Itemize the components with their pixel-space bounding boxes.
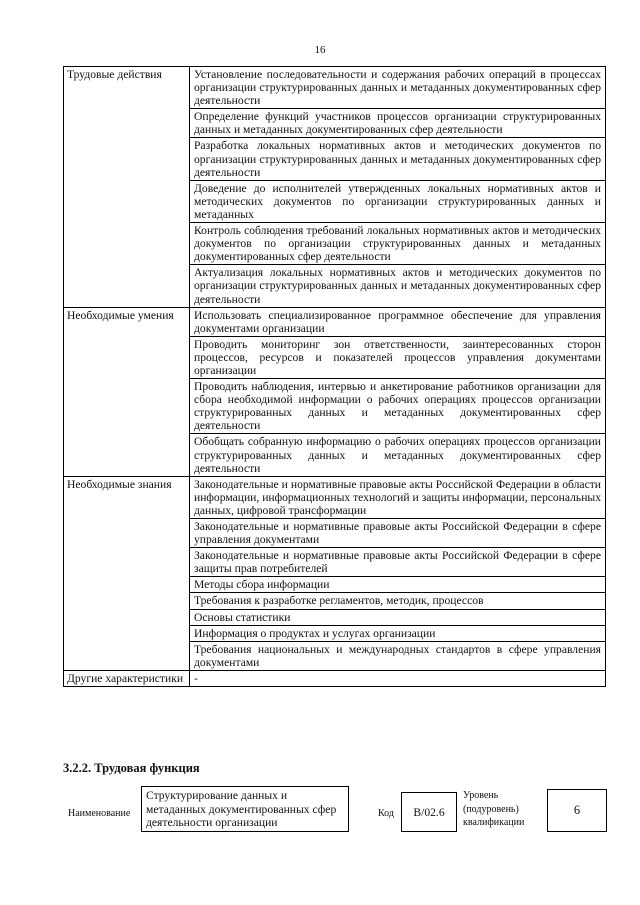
qualification-level-label: [463, 789, 524, 830]
row-item-text: Методы сбора информации: [190, 577, 606, 593]
row-group-label: Другие характеристики: [64, 670, 190, 686]
row-item-text: Законодательные и нормативные правовые акты Российской Федерации в сфере защиты прав потребителей: [190, 548, 606, 577]
row-item-text: Требования к разработке регламентов, методик, процессов: [190, 593, 606, 609]
table-row: [64, 67, 606, 109]
row-item-text: Законодательные и нормативные правовые акты Российской Федерации в сфере управления документами: [190, 519, 606, 548]
table-row: [64, 670, 606, 686]
row-item-text: Законодательные и нормативные правовые акты Российской Федерации в области информации, информационных технологий и защиты информации, персональных данных, цифровой трансформации: [190, 476, 606, 518]
row-group-label: Необходимые знания: [64, 476, 190, 670]
row-item-text: Разработка локальных нормативных актов и методических документов по организации структурированных данных и метаданных документированных сфер деятельности: [190, 138, 606, 180]
name-label: Наименование: [68, 808, 131, 819]
row-item-text: Актуализация локальных нормативных актов и методических документов по организации структурированных данных и метаданных документированных сфер деятельности: [190, 265, 606, 307]
row-item-text: Основы статистики: [190, 609, 606, 625]
code-label: Код: [378, 808, 394, 819]
row-item-text: Информация о продуктах и услугах организации: [190, 625, 606, 641]
row-item-text: Использовать специализированное программное обеспечение для управления документами организации: [190, 307, 606, 336]
row-item-text: -: [190, 670, 606, 686]
qualification-level-label-line1: Уровень: [463, 790, 499, 801]
row-item-text: Установление последовательности и содержания рабочих операций в процессах организации структурированных данных и метаданных документированных сфер деятельности: [190, 67, 606, 109]
row-item-text: Определение функций участников процессов организации структурированных данных и метаданных документированных сфер деятельности: [190, 109, 606, 138]
row-item-text: Обобщать собранную информацию о рабочих операциях процессов организации структурированных данных и метаданных документированных сфер деятельности: [190, 434, 606, 476]
row-item-text: Требования национальных и международных стандартов в сфере управления документами: [190, 641, 606, 670]
page-number: 16: [314, 44, 326, 56]
name-value-box: Структурирование данных и метаданных документированных сфер деятельности организации: [141, 786, 349, 832]
qualification-level-label-line3: квалификации: [463, 817, 525, 828]
section-title: 3.2.2. Трудовая функция: [63, 761, 200, 775]
code-value-box: B/02.6: [401, 792, 457, 832]
table-row: [64, 476, 606, 518]
row-group-label: Трудовые действия: [64, 67, 190, 308]
table-row: [64, 307, 606, 336]
row-group-label: Необходимые умения: [64, 307, 190, 476]
row-item-text: Доведение до исполнителей утвержденных локальных нормативных актов и методических документов по организации структурированных данных и метаданных: [190, 180, 606, 222]
labor-function-header: [63, 786, 608, 842]
qualification-level-label-line2: (подуровень): [463, 803, 519, 815]
row-item-text: Проводить мониторинг зон ответственности, заинтересованных сторон процессов, ресурсов и показателей процессов управления документами организации: [190, 336, 606, 378]
labor-function-table: [63, 66, 606, 687]
row-item-text: Контроль соблюдения требований локальных нормативных актов и методических документов по организации структурированных данных и метаданных документированных сфер деятельности: [190, 223, 606, 265]
qualification-level-box: 6: [547, 789, 607, 832]
row-item-text: Проводить наблюдения, интервью и анкетирование работников организации для сбора необходимой информации о рабочих операциях процессов организации структурированных данных и метаданных документированных сфер деятельности: [190, 379, 606, 434]
